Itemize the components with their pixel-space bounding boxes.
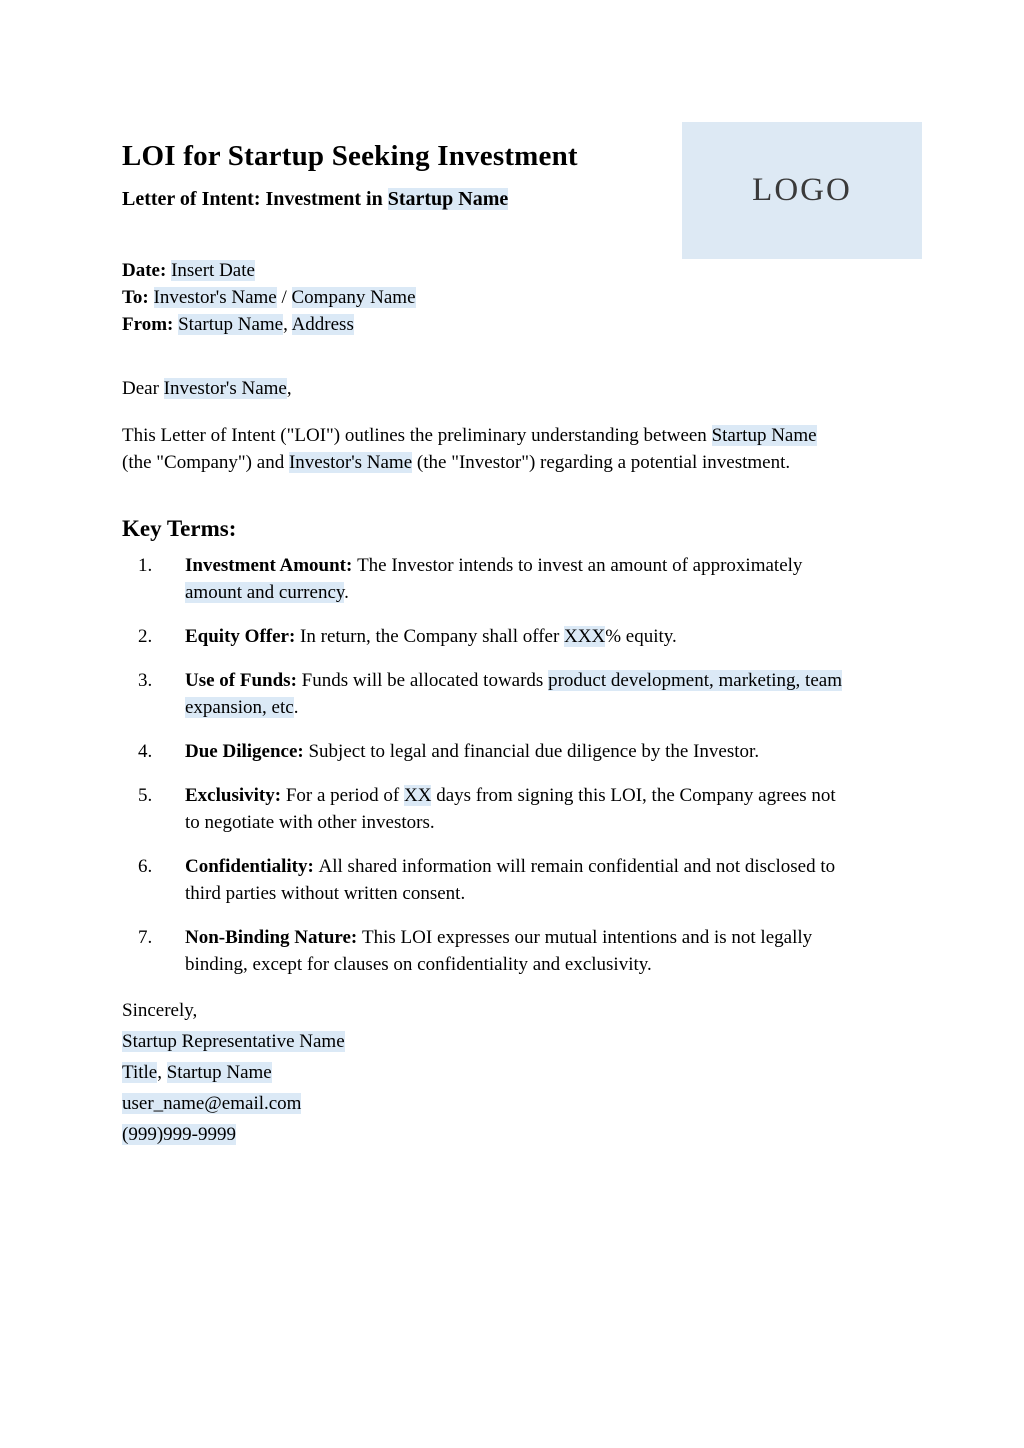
placeholder-field: (999)999-9999 [122, 1124, 236, 1146]
text-run: Investment Amount: [185, 555, 358, 577]
text-run: Funds will be allocated towards [301, 670, 549, 692]
placeholder-field: product development, marketing, team [548, 670, 842, 692]
signature-closing [122, 995, 914, 1026]
term-item-exclusivity [138, 782, 914, 836]
text-run: , [286, 378, 292, 400]
document-title: LOI for Startup Seeking Investment [122, 140, 578, 172]
text-run: , [283, 314, 292, 336]
text-run: Use of Funds: [185, 670, 302, 692]
text-run: binding, except for clauses on confidentiality and exclusivity. [185, 954, 652, 976]
term-number: 6. [138, 856, 153, 878]
meta-line-from [122, 311, 914, 338]
text-run: Confidentiality: [185, 856, 319, 878]
placeholder-field: Startup Name [178, 314, 284, 336]
placeholder-field: user_name@email.com [122, 1093, 302, 1115]
logo-text: LOGO [752, 172, 852, 208]
text-run: This LOI expresses our mutual intentions and is not legally [362, 927, 813, 949]
placeholder-field: Investor's Name [153, 287, 277, 309]
logo-placeholder [682, 122, 922, 259]
text-run: % equity. [605, 626, 677, 648]
term-text [185, 853, 912, 907]
placeholder-field: Investor's Name [288, 452, 413, 474]
placeholder-field: XX [404, 785, 432, 807]
placeholder-field: Startup Representative Name [122, 1031, 345, 1053]
placeholder-field: expansion, etc [185, 697, 294, 719]
signature-block [122, 995, 914, 1150]
term-number: 5. [138, 785, 153, 807]
text-run: days from signing this LOI, the Company agrees not [431, 785, 836, 807]
text-run: Due Diligence: [185, 741, 309, 763]
key-terms-heading: Key Terms: [122, 516, 237, 542]
text-run: This Letter of Intent ("LOI") outlines the preliminary understanding between [122, 425, 712, 447]
placeholder-field: XXX [564, 626, 606, 648]
text-run: Equity Offer: [185, 626, 301, 648]
term-number: 3. [138, 670, 153, 692]
meta-block [122, 257, 914, 338]
text-run: For a period of [285, 785, 405, 807]
term-item-investment-amount [138, 552, 914, 606]
term-item-confidentiality [138, 853, 914, 907]
term-text [185, 924, 912, 978]
text-run: . [344, 582, 349, 604]
text-run: third parties without written consent. [185, 883, 466, 905]
text-run: The Investor intends to invest an amount of approximately [357, 555, 803, 577]
text-run: / [276, 287, 292, 309]
text-run: Date: [122, 260, 172, 282]
meta-line-to [122, 284, 914, 311]
term-text [185, 782, 912, 836]
term-item-due-diligence [138, 738, 914, 765]
text-run: Subject to legal and financial due diligence by the Investor. [308, 741, 760, 763]
term-item-use-of-funds [138, 667, 914, 721]
signature-email [122, 1088, 914, 1119]
term-text [185, 738, 912, 765]
text-run: Exclusivity: [185, 785, 286, 807]
term-number: 7. [138, 927, 153, 949]
terms-list [122, 552, 914, 978]
placeholder-field: Investor's Name [163, 378, 287, 400]
text-run: , [157, 1062, 167, 1084]
text-run: Sincerely, [122, 1000, 198, 1022]
term-item-non-binding-nature [138, 924, 914, 978]
placeholder-field: Startup Name [711, 425, 817, 447]
term-text [185, 667, 912, 721]
text-run: In return, the Company shall offer [300, 626, 565, 648]
term-item-equity-offer [138, 623, 914, 650]
signature-representative-name [122, 1026, 914, 1057]
text-run: All shared information will remain confidential and not disclosed to [318, 856, 836, 878]
text-run: . [293, 697, 299, 719]
text-run: From: [122, 314, 179, 336]
placeholder-field: Startup Name [387, 188, 509, 211]
placeholder-field: Company Name [291, 287, 416, 309]
term-text [185, 552, 912, 606]
placeholder-field: Insert Date [171, 260, 255, 282]
text-run: (the "Company") and [122, 452, 289, 474]
placeholder-field: Startup Name [166, 1062, 272, 1084]
placeholder-field: Title [122, 1062, 158, 1084]
salutation [122, 375, 914, 402]
signature-title-company [122, 1057, 914, 1088]
placeholder-field: amount and currency [185, 582, 345, 604]
term-number: 2. [138, 626, 153, 648]
term-number: 4. [138, 741, 153, 763]
text-run: Letter of Intent: Investment in [122, 188, 388, 211]
signature-phone [122, 1119, 914, 1150]
text-run: Non-Binding Nature: [185, 927, 363, 949]
text-run: to negotiate with other investors. [185, 812, 435, 834]
term-text [185, 623, 912, 650]
term-number: 1. [138, 555, 153, 577]
text-run: To: [122, 287, 154, 309]
text-run: (the "Investor") regarding a potential investment. [412, 452, 791, 474]
placeholder-field: Address [291, 314, 354, 336]
meta-line-date [122, 257, 914, 284]
text-run: Dear [122, 378, 164, 400]
intro-paragraph [122, 422, 912, 476]
